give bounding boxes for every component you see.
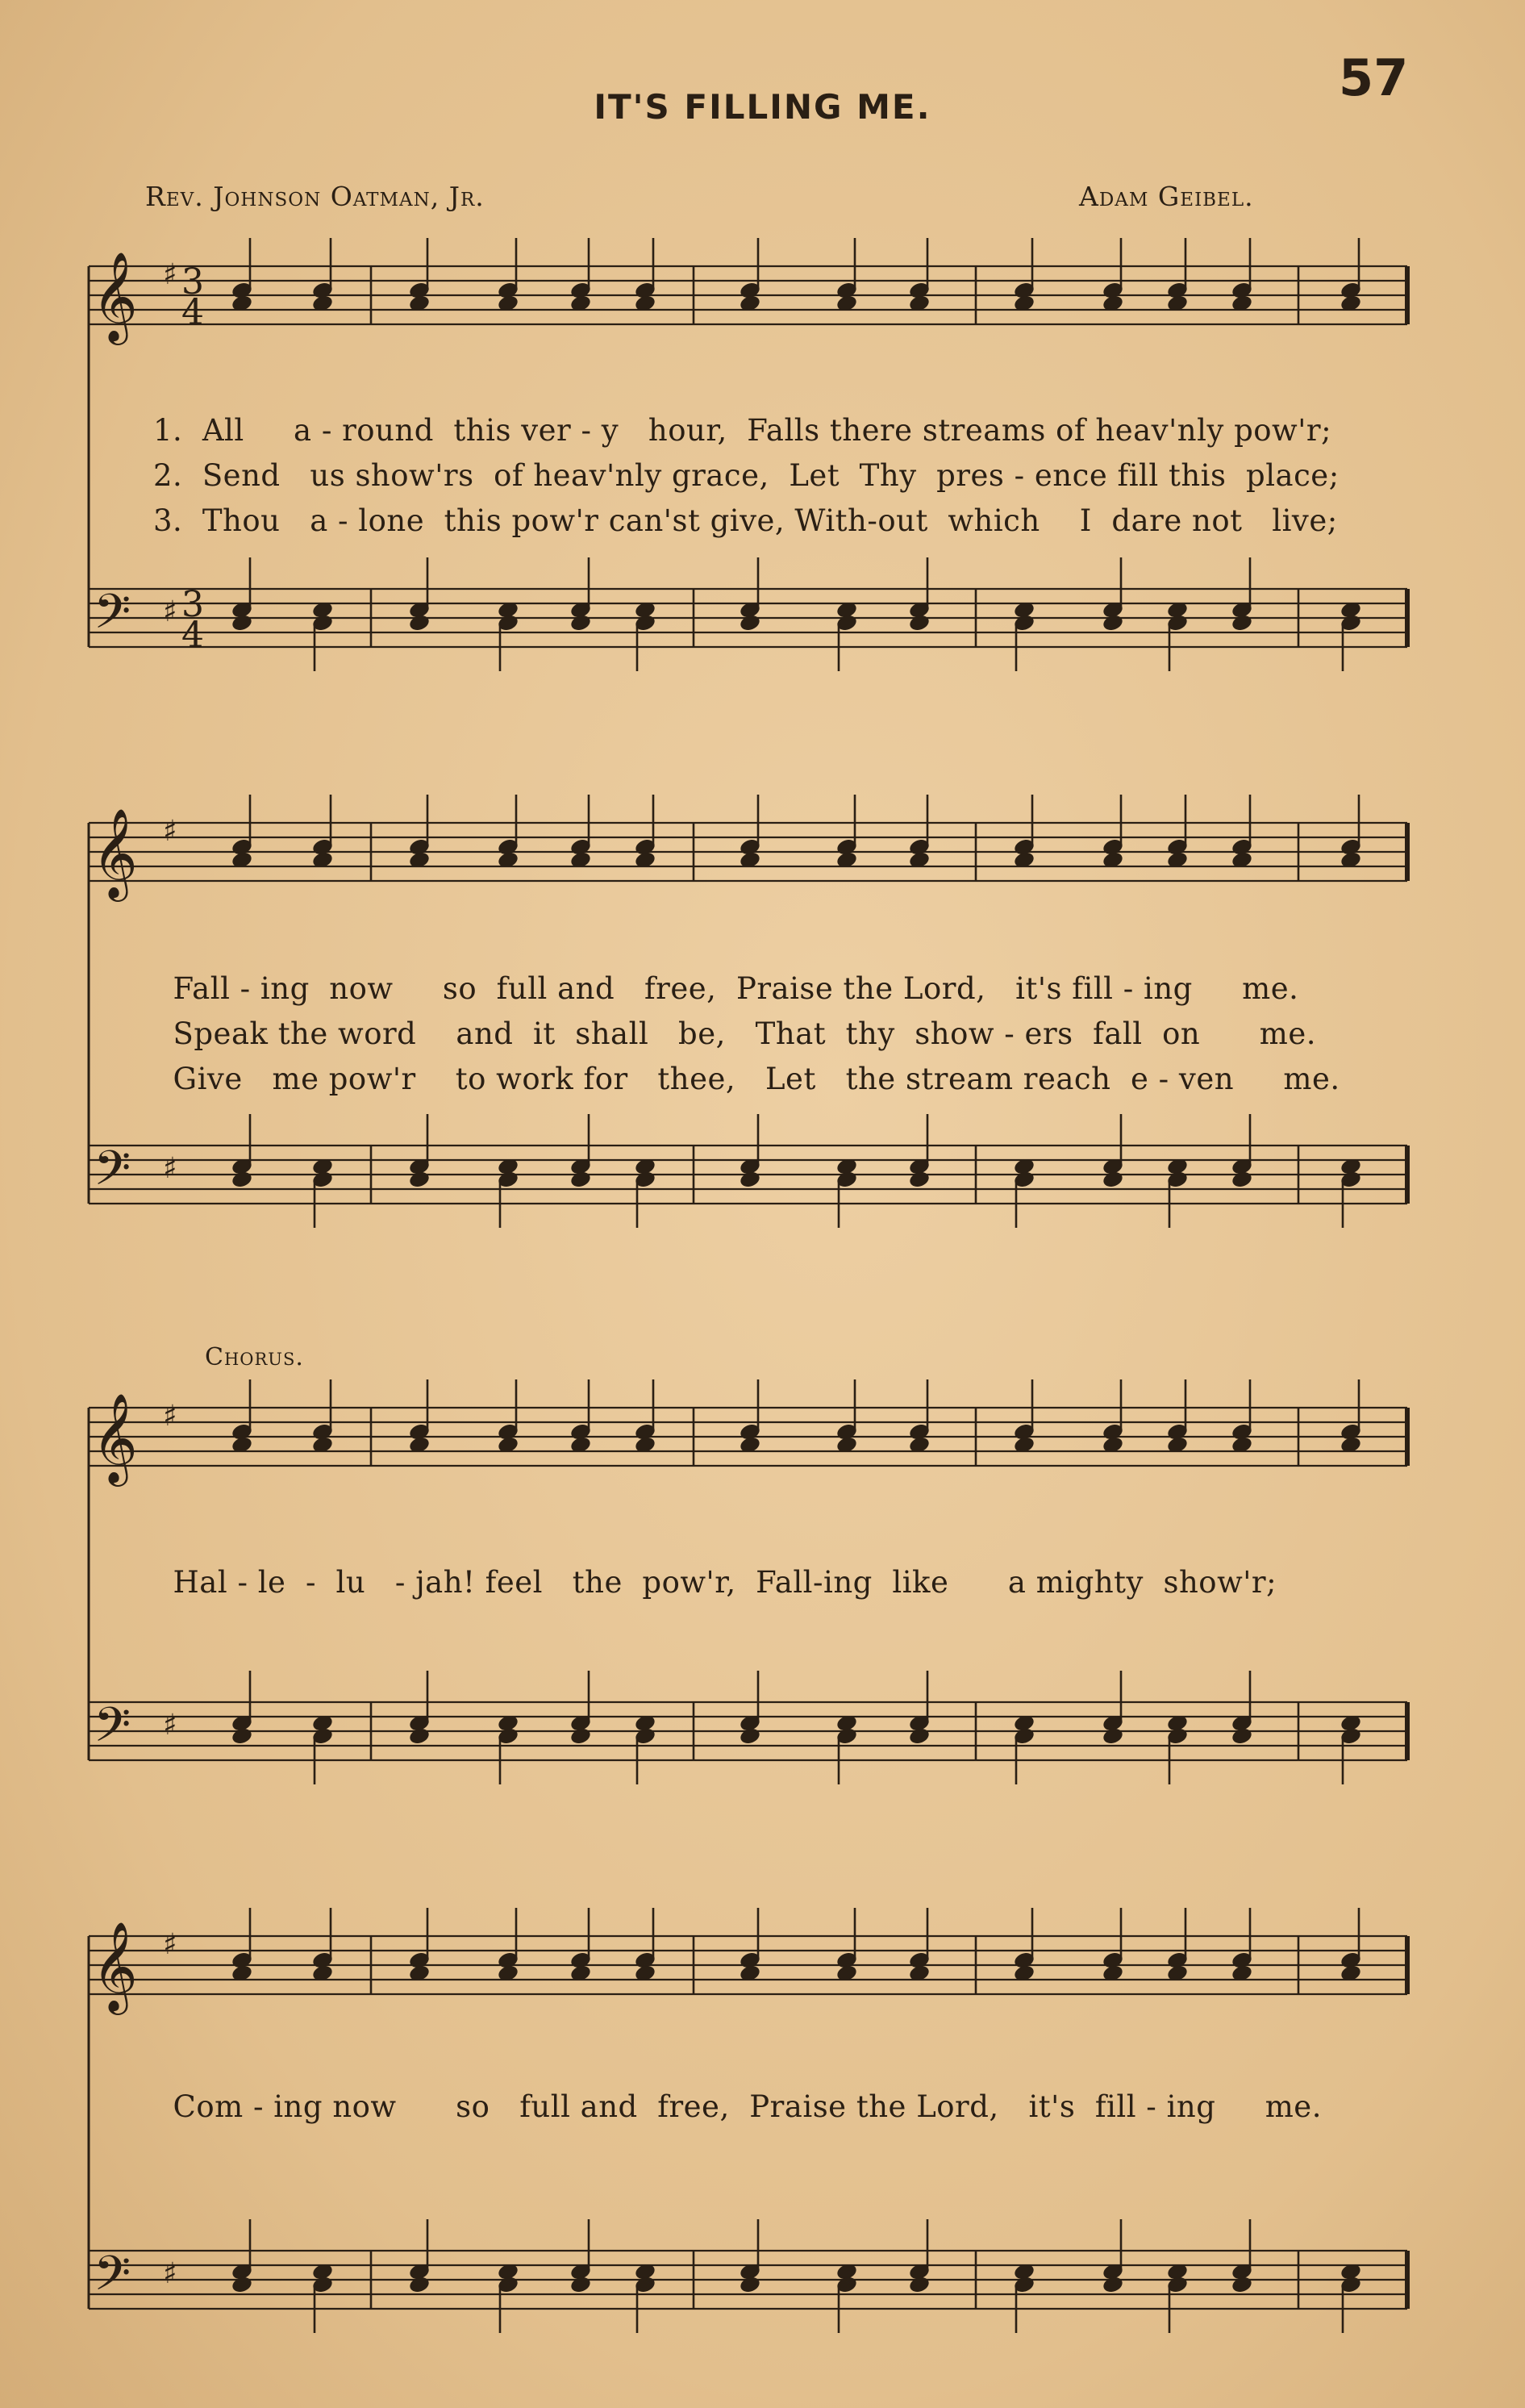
note-head	[231, 613, 253, 632]
note-head	[1231, 1726, 1253, 1746]
bass-clef-icon: 𝄢	[94, 1696, 131, 1764]
chorus-label: Chorus.	[205, 1343, 304, 1371]
lyric-line: 3. Thou a - lone this pow'r can'st give, With-out which I dare not live;	[153, 503, 1338, 538]
note-head	[739, 1726, 761, 1746]
note-head	[1231, 2275, 1253, 2294]
note-head	[231, 1170, 253, 1189]
note-head	[908, 613, 931, 632]
lyric-line: Give me pow'r to work for thee, Let the stream reach e - ven me.	[153, 1062, 1340, 1096]
key-signature-sharp-icon: ♯	[163, 1928, 177, 1961]
note-head	[739, 2275, 761, 2294]
bass-clef-icon: 𝄢	[94, 1140, 131, 1208]
time-signature-icon: 4	[181, 615, 204, 656]
key-signature-sharp-icon: ♯	[163, 1152, 177, 1185]
note-head	[408, 613, 431, 632]
time-signature-icon: 4	[181, 292, 204, 333]
note-head	[908, 1726, 931, 1746]
key-signature-sharp-icon: ♯	[163, 1400, 177, 1433]
note-head	[1102, 613, 1124, 632]
lyric-line: Speak the word and it shall be, That thy show - ers fall on me.	[153, 1016, 1317, 1051]
note-head	[908, 1170, 931, 1189]
key-signature-sharp-icon: ♯	[163, 815, 177, 848]
note-head	[1231, 613, 1253, 632]
note-head	[739, 613, 761, 632]
time-signature-icon: 3	[181, 261, 204, 303]
key-signature-sharp-icon: ♯	[163, 2257, 177, 2290]
key-signature-sharp-icon: ♯	[163, 595, 177, 628]
key-signature-sharp-icon: ♯	[163, 258, 177, 291]
note-head	[569, 613, 592, 632]
note-head	[408, 1726, 431, 1746]
note-head	[569, 1170, 592, 1189]
treble-clef-icon: 𝄞	[92, 1921, 138, 2011]
lyric-line: 1. All a - round this ver - y hour, Falls there streams of heav'nly pow'r;	[153, 413, 1332, 448]
note-head	[908, 2275, 931, 2294]
note-head	[408, 1170, 431, 1189]
treble-clef-icon: 𝄞	[92, 251, 138, 341]
note-head	[1231, 1170, 1253, 1189]
bass-clef-icon: 𝄢	[94, 2245, 131, 2313]
note-head	[408, 2275, 431, 2294]
key-signature-sharp-icon: ♯	[163, 1709, 177, 1742]
composer-credit: Adam Geibel.	[1079, 181, 1254, 212]
note-head	[1102, 1726, 1124, 1746]
hymn-title: IT'S FILLING ME.	[594, 87, 931, 127]
note-head	[569, 2275, 592, 2294]
lyricist-credit: Rev. Johnson Oatman, Jr.	[145, 181, 485, 212]
lyric-line: Hal - le - lu - jah! feel the pow'r, Fall-ing like a mighty show'r;	[153, 1565, 1277, 1600]
note-head	[569, 1726, 592, 1746]
page-number: 57	[1339, 48, 1409, 107]
treble-clef-icon: 𝄞	[92, 1392, 138, 1483]
time-signature-icon: 3	[181, 584, 204, 625]
note-head	[231, 1726, 253, 1746]
bass-clef-icon: 𝄢	[94, 583, 131, 651]
note-head	[1102, 1170, 1124, 1189]
note-head	[231, 2275, 253, 2294]
lyric-line: Com - ing now so full and free, Praise the Lord, it's fill - ing me.	[153, 2089, 1322, 2124]
lyric-line: Fall - ing now so full and free, Praise the Lord, it's fill - ing me.	[153, 971, 1299, 1006]
note-head	[1102, 2275, 1124, 2294]
note-head	[739, 1170, 761, 1189]
lyric-line: 2. Send us show'rs of heav'nly grace, Let Thy pres - ence fill this place;	[153, 458, 1340, 493]
treble-clef-icon: 𝄞	[92, 808, 138, 898]
